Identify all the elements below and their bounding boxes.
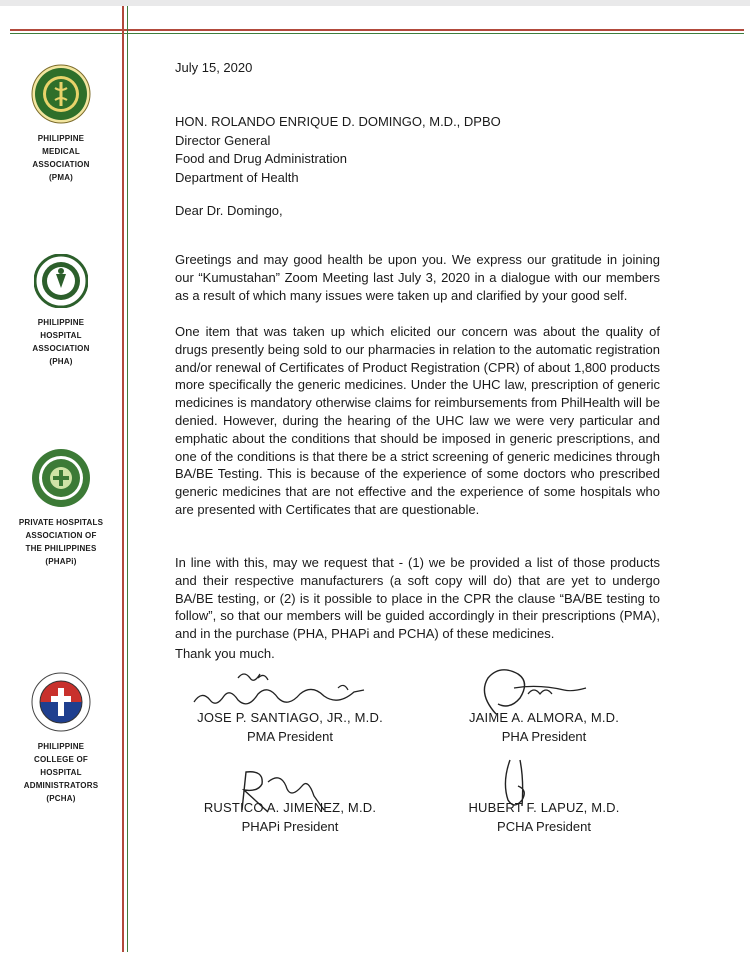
org-name-pha: PHILIPPINE HOSPITAL ASSOCIATION (PHA): [32, 318, 90, 366]
margin-rule-red: [122, 6, 124, 952]
org-name-pma: PHILIPPINE MEDICAL ASSOCIATION (PMA): [32, 134, 90, 182]
addressee-name: HON. ROLANDO ENRIQUE D. DOMINGO, M.D., DPBO: [175, 114, 501, 129]
signatory-name-pcha: HUBERT F. LAPUZ, M.D.: [468, 800, 620, 815]
paragraph-concern: One item that was taken up which elicited our concern was about the quality of drugs presently being sold to our pharmacies in relation to the automatic registration and/or renewal of Certificates of Product Registration (CPR) of about 1,800 products more specifically the generic medicines. Under the UHC law, prescription of generic medicines is mandatory otherwise claims for reimbursements from PhilHealth will be denied. However, during the hearing of the UHC law we were very particular and emphatic about the conditions that should be imposed in generic prescriptions, and one of the conditions is that there be a strict screening of generic medicines through BA/BE Testing. This is because of the experience of some doctors who prescribed generic medicines that are not effective and the experience of some hospitals who are presented with Certificates that are questionable.: [175, 324, 660, 517]
sidebar-associations: [0, 0, 118, 960]
signatory-title-pha: PHA President: [501, 729, 587, 744]
letter-date: July 15, 2020: [175, 60, 253, 75]
org-pha: [4, 254, 118, 368]
org-name-pcha: PHILIPPINE COLLEGE OF HOSPITAL ADMINISTRATORS (PCHA): [23, 742, 99, 803]
signatory-title-pcha: PCHA President: [497, 819, 591, 834]
pma-seal-icon: [31, 64, 91, 124]
salutation: Dear Dr. Domingo,: [175, 203, 283, 218]
signatory-title-phapi: PHAPi President: [241, 819, 339, 834]
addressee-block: [175, 113, 501, 187]
signatory-name-pma: JOSE P. SANTIAGO, JR., M.D.: [197, 710, 383, 725]
org-pma: [4, 64, 118, 184]
pha-seal-icon: [34, 254, 88, 308]
phapi-seal-icon: [31, 448, 91, 508]
addressee-title: Director General: [175, 132, 271, 148]
addressee-agency: Food and Drug Administration: [175, 151, 347, 166]
org-pcha: [4, 672, 118, 805]
signatory-name-phapi: RUSTICO A. JIMENEZ, M.D.: [203, 800, 377, 815]
signatory-pcha: [434, 798, 654, 836]
header-rule-green: [10, 33, 744, 34]
paragraph-request: In line with this, may we request that - (1) we be provided a list of those products and their respective manufacturers (a soft copy will do) that are yet to undergo BA/BE testing, or (2) is it possible to place in the CPR the clause “BA/BE testing to follow”, so that our members will be guided accordingly in their prescriptions (PMA), and in the purchase (PHA, PHAPi and PCHA) of these medicines.: [175, 555, 660, 642]
signatory-pha: [434, 708, 654, 746]
paragraph-greeting: Greetings and may good health be upon you. We express our gratitude in joining our “Kumustahan” Zoom Meeting last July 3, 2020 in a dialogue with our members as a result of which many issues were taken up and clarified by your good self.: [175, 252, 660, 303]
signatory-name-pha: JAIME A. ALMORA, M.D.: [468, 710, 620, 725]
margin-rule-green: [127, 6, 128, 952]
pcha-seal-icon: [31, 672, 91, 732]
addressee-department: Department of Health: [175, 169, 299, 185]
closing: Thank you much.: [175, 646, 275, 661]
org-phapi: [4, 448, 118, 568]
signatory-phapi: [180, 798, 400, 836]
header-rule-red: [10, 29, 744, 31]
signatory-pma: [180, 708, 400, 746]
org-name-phapi: PRIVATE HOSPITALS ASSOCIATION OF THE PHILIPPINES (PHAPi): [18, 518, 104, 566]
signatory-title-pma: PMA President: [247, 729, 333, 744]
